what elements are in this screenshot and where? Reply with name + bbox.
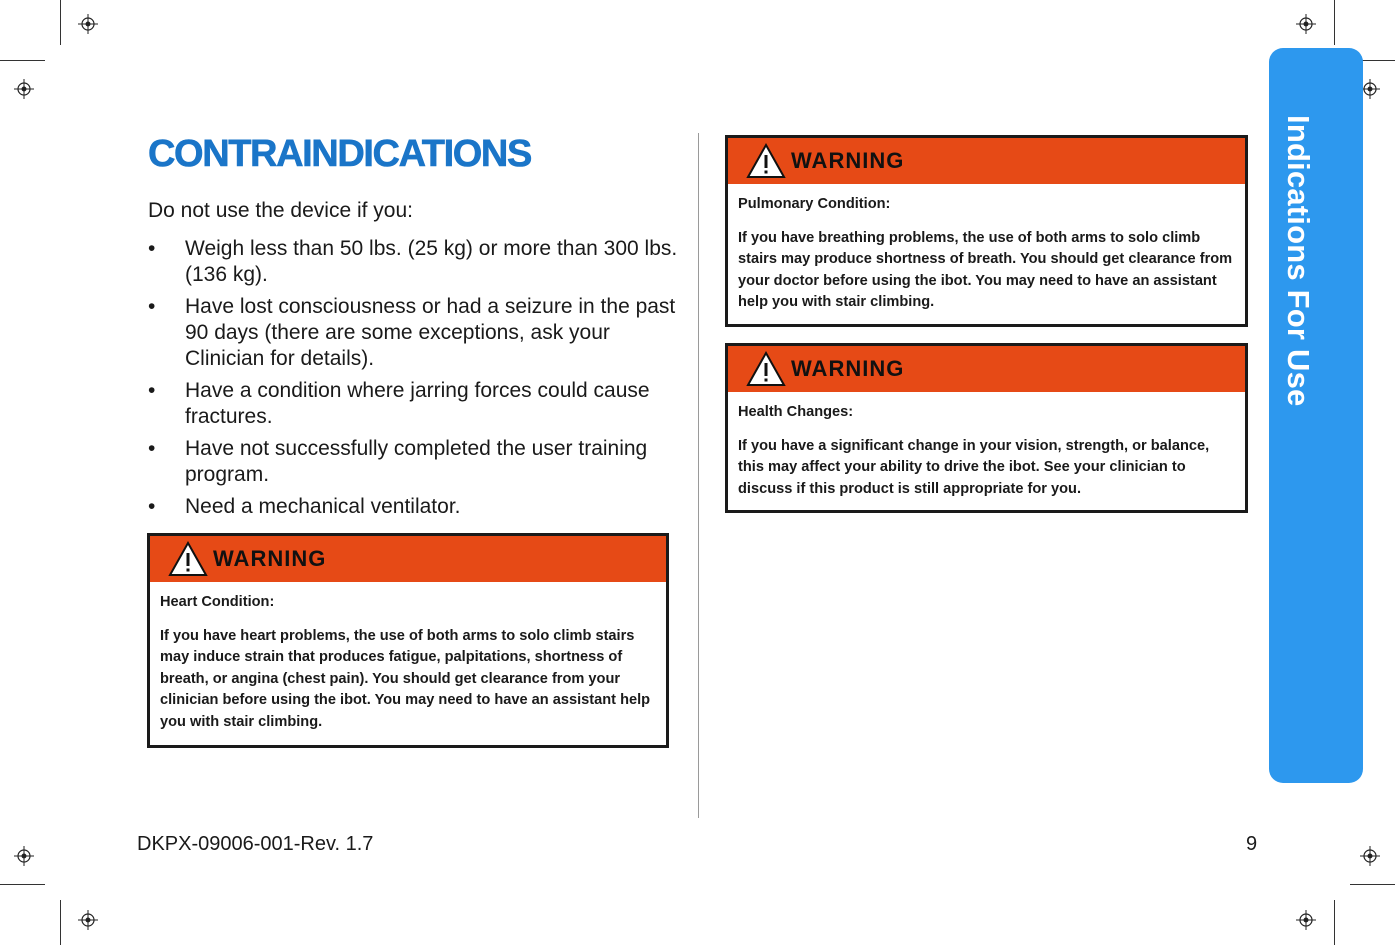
registration-mark-icon bbox=[14, 846, 34, 866]
warning-header bbox=[728, 138, 1245, 184]
bullet-icon: • bbox=[148, 437, 156, 460]
column-divider bbox=[698, 133, 699, 818]
crop-mark bbox=[0, 884, 45, 885]
warning-triangle-icon bbox=[168, 540, 208, 578]
crop-mark bbox=[1334, 0, 1335, 45]
list-item bbox=[148, 378, 678, 430]
warning-title: WARNING bbox=[791, 148, 905, 173]
list-item bbox=[148, 294, 678, 372]
warning-header bbox=[728, 346, 1245, 392]
warning-triangle-icon bbox=[746, 142, 786, 180]
list-item bbox=[148, 436, 678, 488]
warning-body bbox=[728, 184, 1245, 314]
registration-mark-icon bbox=[78, 910, 98, 930]
crop-mark bbox=[60, 900, 61, 945]
list-item bbox=[148, 494, 678, 520]
page-number: 9 bbox=[1246, 833, 1258, 855]
warning-condition: Heart Condition: bbox=[160, 594, 275, 610]
document-number: DKPX-09006-001-Rev. 1.7 bbox=[137, 833, 374, 855]
registration-mark-icon bbox=[1296, 14, 1316, 34]
crop-mark bbox=[0, 60, 45, 61]
warning-text: If you have heart problems, the use of both arms to solo climb stairs may induce strain that produces fatigue, palpitations, shortness of breath, or angina (chest pain). You should get clearance from your clinician before using the ibot. You may need to have an assistant help you with stair climbing. bbox=[160, 627, 651, 730]
warning-box-health bbox=[725, 343, 1248, 513]
bullet-icon: • bbox=[148, 295, 156, 318]
warning-condition: Health Changes: bbox=[738, 404, 854, 420]
registration-mark-icon bbox=[1360, 79, 1380, 99]
warning-header bbox=[150, 536, 666, 582]
page-title: CONTRAINDICATIONS bbox=[148, 133, 531, 175]
bullet-icon: • bbox=[148, 237, 156, 260]
list-item-text: Need a mechanical ventilator. bbox=[185, 495, 461, 518]
bullet-icon: • bbox=[148, 379, 156, 402]
warning-body bbox=[150, 582, 666, 733]
registration-mark-icon bbox=[78, 14, 98, 34]
list-item-text: Weigh less than 50 lbs. (25 kg) or more than 300 lbs. (136 kg). bbox=[185, 237, 678, 286]
warning-box-pulmonary bbox=[725, 135, 1248, 327]
list-item-text: Have not successfully completed the user training program. bbox=[185, 437, 648, 486]
section-tab-label: Indications For Use bbox=[1281, 115, 1316, 407]
warning-box-heart bbox=[147, 533, 669, 748]
warning-text: If you have breathing problems, the use of both arms to solo climb stairs may produce shortness of breath. You should get clearance from your doctor before using the ibot. You may need to have an assistant help you with stair climbing. bbox=[738, 229, 1233, 310]
warning-body bbox=[728, 392, 1245, 500]
warning-condition: Pulmonary Condition: bbox=[738, 196, 891, 212]
registration-mark-icon bbox=[1360, 846, 1380, 866]
bullet-icon: • bbox=[148, 495, 156, 518]
list-item bbox=[148, 236, 678, 288]
list-item-text: Have lost consciousness or had a seizure in the past 90 days (there are some exceptions, ask your Clinician for details). bbox=[185, 295, 676, 370]
intro-text: Do not use the device if you: bbox=[148, 199, 413, 222]
crop-mark bbox=[60, 0, 61, 45]
registration-mark-icon bbox=[1296, 910, 1316, 930]
warning-triangle-icon bbox=[746, 350, 786, 388]
warning-title: WARNING bbox=[791, 356, 905, 381]
contraindications-list bbox=[148, 236, 678, 526]
registration-mark-icon bbox=[14, 79, 34, 99]
crop-mark bbox=[1334, 900, 1335, 945]
warning-title: WARNING bbox=[213, 546, 327, 571]
list-item-text: Have a condition where jarring forces could cause fractures. bbox=[185, 379, 650, 428]
crop-mark bbox=[1350, 884, 1395, 885]
warning-text: If you have a significant change in your vision, strength, or balance, this may affect your ability to drive the ibot. See your clinician to discuss if this product is still appropriate for you. bbox=[738, 437, 1210, 497]
